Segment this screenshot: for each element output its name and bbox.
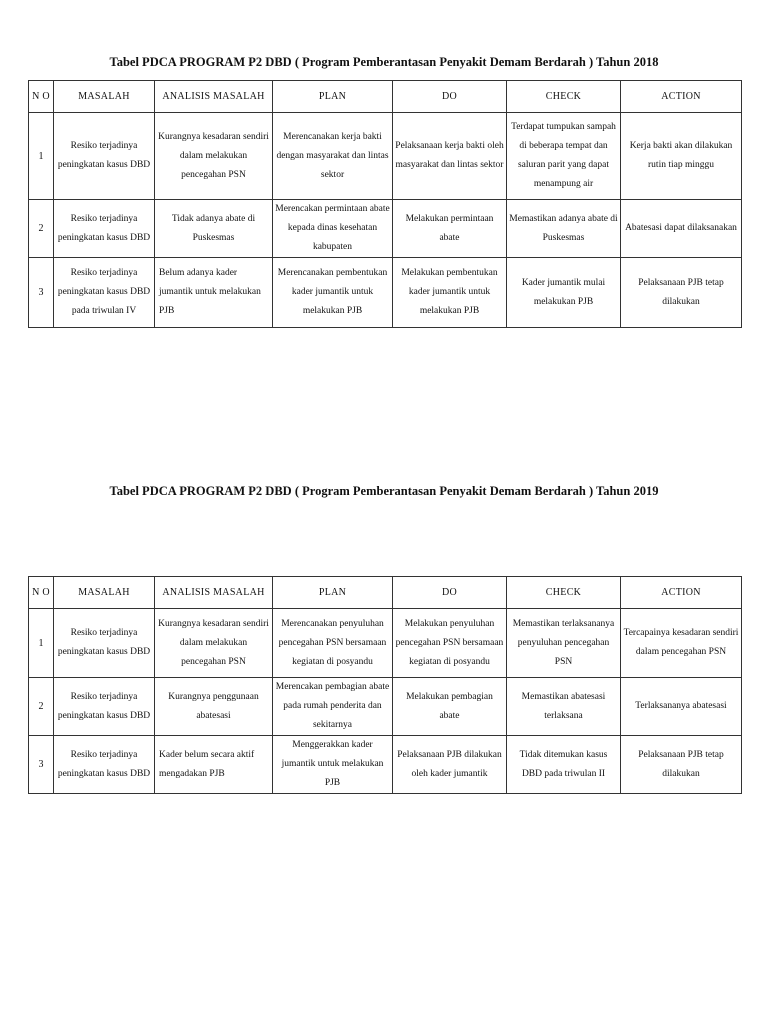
table-row <box>29 678 742 736</box>
cell-plan: Merencanakan kerja bakti dengan masyarakat dan lintas sektor <box>273 113 393 200</box>
cell-no: 1 <box>29 113 54 200</box>
cell-no: 3 <box>29 258 54 328</box>
cell-check: Tidak ditemukan kasus DBD pada triwulan II <box>507 736 621 794</box>
cell-check: Memastikan abatesasi terlaksana <box>507 678 621 736</box>
header-check: CHECK <box>507 577 621 609</box>
header-row <box>29 81 742 113</box>
cell-analisis: Kurangnya penggunaan abatesasi <box>155 678 273 736</box>
table-title-2018: Tabel PDCA PROGRAM P2 DBD ( Program Pemberantasan Penyakit Demam Berdarah ) Tahun 2018 <box>109 55 659 69</box>
cell-action: Pelaksanaan PJB tetap dilakukan <box>621 736 742 794</box>
cell-plan: Merencakan permintaan abate kepada dinas kesehatan kabupaten <box>273 200 393 258</box>
header-no: N O <box>29 81 54 113</box>
cell-plan: Merencanakan pembentukan kader jumantik untuk melakukan PJB <box>273 258 393 328</box>
cell-analisis: Belum adanya kader jumantik untuk melakukan PJB <box>155 258 273 328</box>
cell-check: Memastikan terlaksananya penyuluhan pencegahan PSN <box>507 609 621 678</box>
cell-action: Pelaksanaan PJB tetap dilakukan <box>621 258 742 328</box>
table-row <box>29 258 742 328</box>
header-do: DO <box>393 81 507 113</box>
cell-check: Memastikan adanya abate di Puskesmas <box>507 200 621 258</box>
cell-masalah: Resiko terjadinya peningkatan kasus DBD <box>54 113 155 200</box>
cell-action: Kerja bakti akan dilakukan rutin tiap minggu <box>621 113 742 200</box>
header-do: DO <box>393 577 507 609</box>
cell-do: Melakukan pembentukan kader jumantik untuk melakukan PJB <box>393 258 507 328</box>
cell-do: Pelaksanaan kerja bakti oleh masyarakat dan lintas sektor <box>393 113 507 200</box>
cell-check: Terdapat tumpukan sampah di beberapa tempat dan saluran parit yang dapat menampung air <box>507 113 621 200</box>
cell-masalah: Resiko terjadinya peningkatan kasus DBD pada triwulan IV <box>54 258 155 328</box>
cell-masalah: Resiko terjadinya peningkatan kasus DBD <box>54 678 155 736</box>
cell-plan: Merencanakan penyuluhan pencegahan PSN bersamaan kegiatan di posyandu <box>273 609 393 678</box>
pdca-table-2018 <box>28 80 742 328</box>
cell-do: Pelaksanaan PJB dilakukan oleh kader jumantik <box>393 736 507 794</box>
cell-do: Melakukan pembagian abate <box>393 678 507 736</box>
cell-do: Melakukan permintaan abate <box>393 200 507 258</box>
table-row <box>29 200 742 258</box>
cell-masalah: Resiko terjadinya peningkatan kasus DBD <box>54 736 155 794</box>
header-plan: PLAN <box>273 577 393 609</box>
cell-analisis: Tidak adanya abate di Puskesmas <box>155 200 273 258</box>
header-masalah: MASALAH <box>54 577 155 609</box>
table-row <box>29 736 742 794</box>
cell-masalah: Resiko terjadinya peningkatan kasus DBD <box>54 609 155 678</box>
cell-do: Melakukan penyuluhan pencegahan PSN bersamaan kegiatan di posyandu <box>393 609 507 678</box>
cell-no: 2 <box>29 200 54 258</box>
cell-analisis: Kader belum secara aktif mengadakan PJB <box>155 736 273 794</box>
table-row <box>29 609 742 678</box>
header-plan: PLAN <box>273 81 393 113</box>
header-row <box>29 577 742 609</box>
table-row <box>29 113 742 200</box>
cell-no: 3 <box>29 736 54 794</box>
header-check: CHECK <box>507 81 621 113</box>
cell-action: Terlaksananya abatesasi <box>621 678 742 736</box>
table-title-2019: Tabel PDCA PROGRAM P2 DBD ( Program Pemberantasan Penyakit Demam Berdarah ) Tahun 2019 <box>109 484 659 498</box>
cell-no: 2 <box>29 678 54 736</box>
cell-no: 1 <box>29 609 54 678</box>
header-analisis: ANALISIS MASALAH <box>155 577 273 609</box>
header-analisis: ANALISIS MASALAH <box>155 81 273 113</box>
cell-plan: Merencakan pembagian abate pada rumah penderita dan sekitarnya <box>273 678 393 736</box>
header-no: N O <box>29 577 54 609</box>
header-action: ACTION <box>621 81 742 113</box>
cell-check: Kader jumantik mulai melakukan PJB <box>507 258 621 328</box>
cell-plan: Menggerakkan kader jumantik untuk melakukan PJB <box>273 736 393 794</box>
cell-action: Abatesasi dapat dilaksanakan <box>621 200 742 258</box>
cell-analisis: Kurangnya kesadaran sendiri dalam melakukan pencegahan PSN <box>155 609 273 678</box>
header-masalah: MASALAH <box>54 81 155 113</box>
cell-analisis: Kurangnya kesadaran sendiri dalam melakukan pencegahan PSN <box>155 113 273 200</box>
pdca-table-2019 <box>28 576 742 794</box>
header-action: ACTION <box>621 577 742 609</box>
cell-action: Tercapainya kesadaran sendiri dalam pencegahan PSN <box>621 609 742 678</box>
cell-masalah: Resiko terjadinya peningkatan kasus DBD <box>54 200 155 258</box>
